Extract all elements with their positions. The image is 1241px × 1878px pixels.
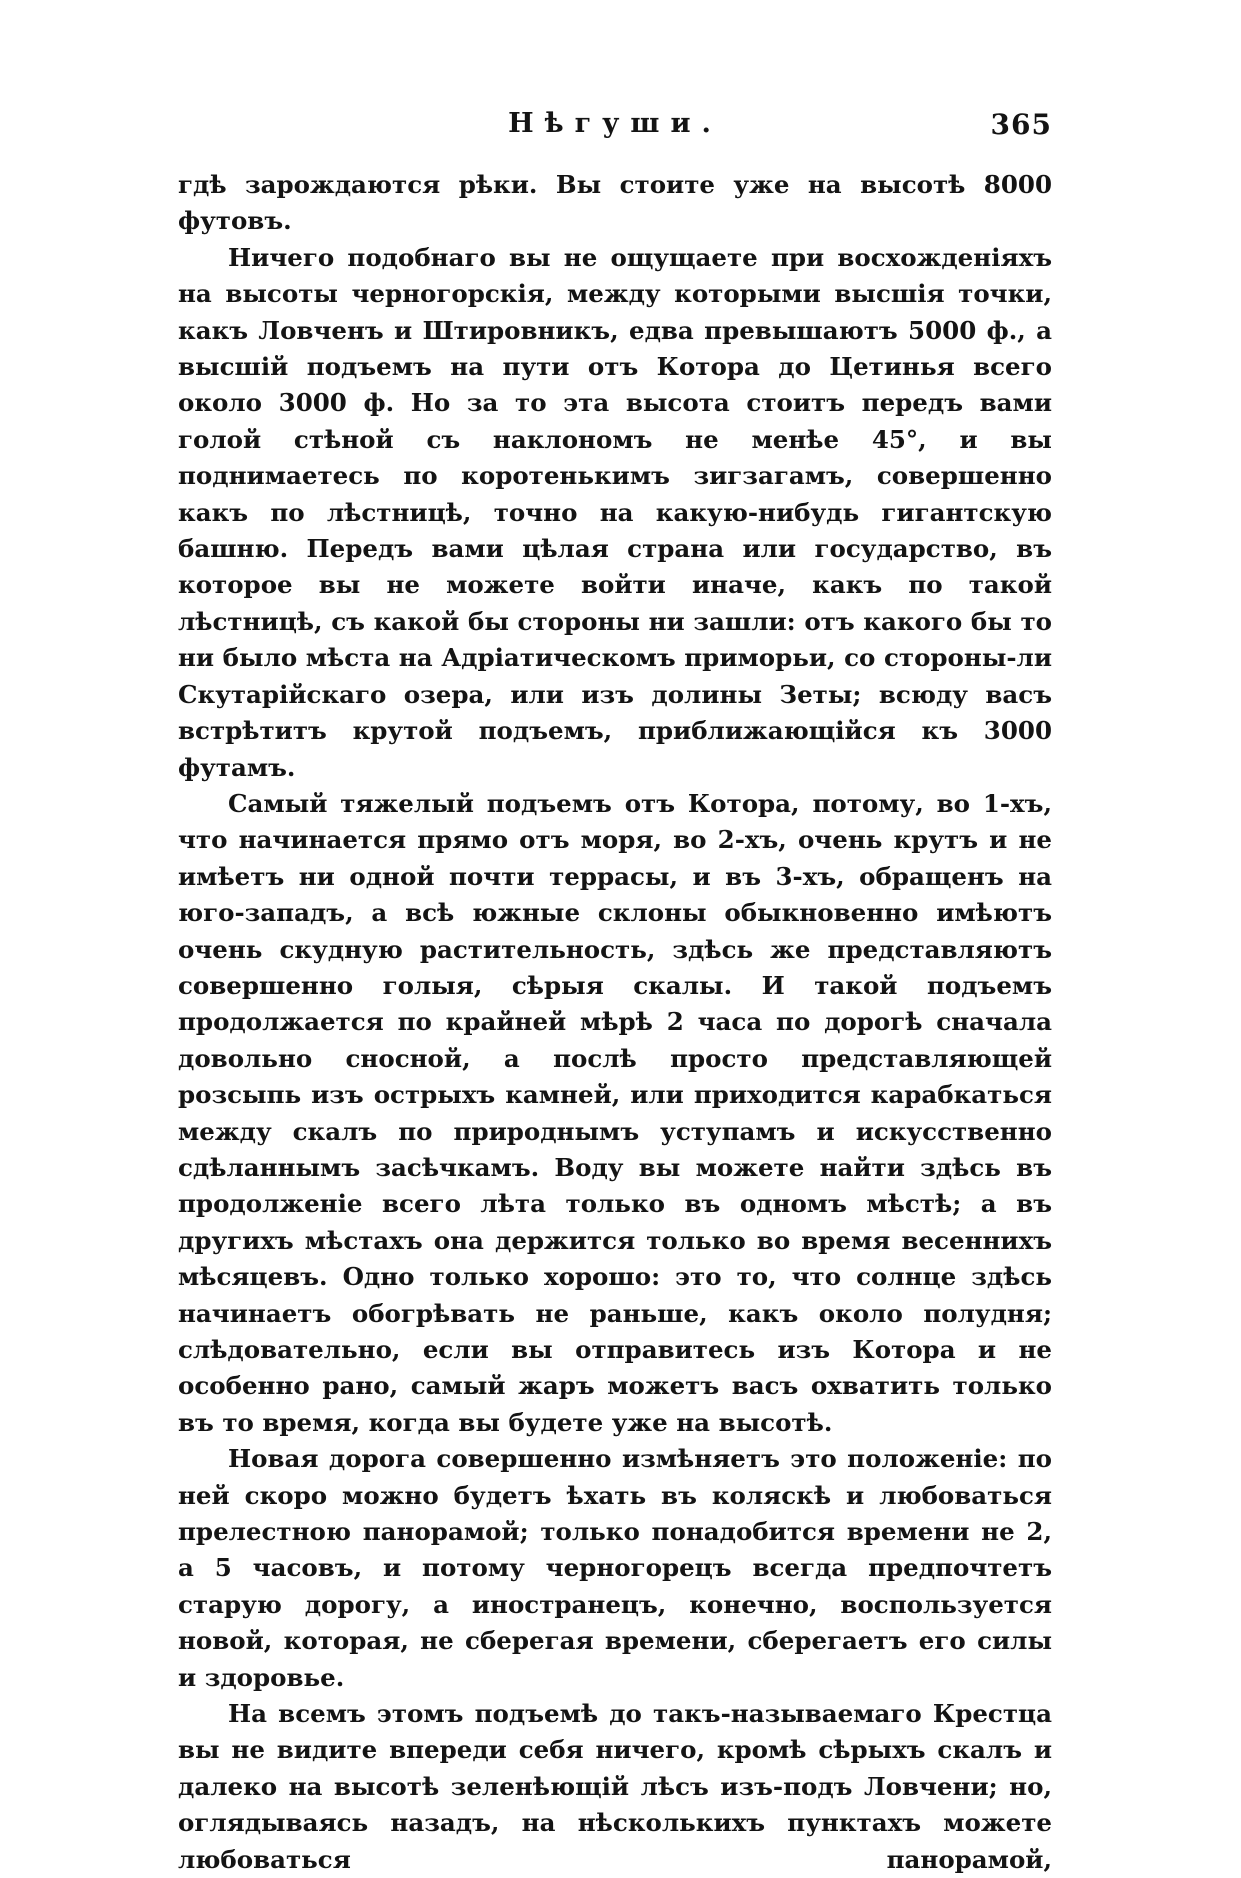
paragraph: Ничего подобнаго вы не ощущаете при восхожденіяхъ на высоты черногорскія, между которыми высшія точки, какъ Ловченъ и Штировникъ, едва превышаютъ 5000 ф., а высшій подъемъ на пути отъ Котора до Цетинья всего около 3000 ф. Но за то эта высота стоитъ передъ вами голой стѣной съ наклономъ не менѣе 45°, и вы поднимаетесь по коротенькимъ зигзагамъ, совершенно какъ по лѣстницѣ, точно на какую-нибудь гигантскую башню. Передъ вами цѣлая страна или государство, въ которое вы не можете войти иначе, какъ по такой лѣстницѣ, съ какой бы стороны ни зашли: отъ какого бы то ни было мѣста на Адріатическомъ приморьи, со стороны-ли Скутарійскаго озера, или изъ долины Зеты; всюду васъ встрѣтитъ крутой подъемъ, приближающійся къ 3000 футамъ. [178,242,1052,782]
paragraph: Новая дорога совершенно измѣняетъ это положеніе: по ней скоро можно будетъ ѣхать въ коляскѣ и любоваться прелестною панорамой; только понадобится времени не 2, а 5 часовъ, и потому черногорецъ всегда предпочтетъ старую дорогу, а иностранецъ, конечно, воспользуется новой, которая, не сберегая времени, сберегаетъ его силы и здоровье. [178,1444,1052,1692]
paragraph: На всемъ этомъ подъемѣ до такъ-называемаго Крестца вы не видите впереди себя ничего, кромѣ сѣрыхъ скалъ и далеко на высотѣ зеленѣющій лѣсъ изъ-подъ Ловчени; но, оглядываясь назадъ, на нѣсколькихъ пунктахъ можете любоваться панорамой, [178,1699,1052,1874]
running-title: Нѣгуши. [508,108,722,139]
body-text [178,167,1052,1878]
page-header [178,108,1052,148]
paragraph: Самый тяжелый подъемъ отъ Котора, потому, во 1-хъ, что начинается прямо отъ моря, во 2-хъ, очень крутъ и не имѣетъ ни одной почти террасы, и въ 3-хъ, обращенъ на юго-западъ, а всѣ южные склоны обыкновенно имѣютъ очень скудную растительность, здѣсь же представляютъ совершенно голыя, сѣрыя скалы. И такой подъемъ продолжается по крайней мѣрѣ 2 часа по дорогѣ сначала довольно сносной, а послѣ просто представляющей розсыпь изъ острыхъ камней, или приходится карабкаться между скалъ по природнымъ уступамъ и искусственно сдѣланнымъ засѣчкамъ. Воду вы можете найти здѣсь въ продолженіе всего лѣта только въ одномъ мѣстѣ; а въ другихъ мѣстахъ она держится только во время весеннихъ мѣсяцевъ. Одно только хорошо: это то, что солнце здѣсь начинаетъ обогрѣвать не раньше, какъ около полудня; слѣдовательно, если вы отправитесь изъ Котора и не особенно рано, самый жаръ можетъ васъ охватить только въ то время, когда вы будете уже на высотѣ. [178,788,1052,1437]
page-number: 365 [990,108,1052,141]
paragraph-continuation: гдѣ зарождаются рѣки. Вы стоите уже на высотѣ 8000 футовъ. [178,170,1052,236]
